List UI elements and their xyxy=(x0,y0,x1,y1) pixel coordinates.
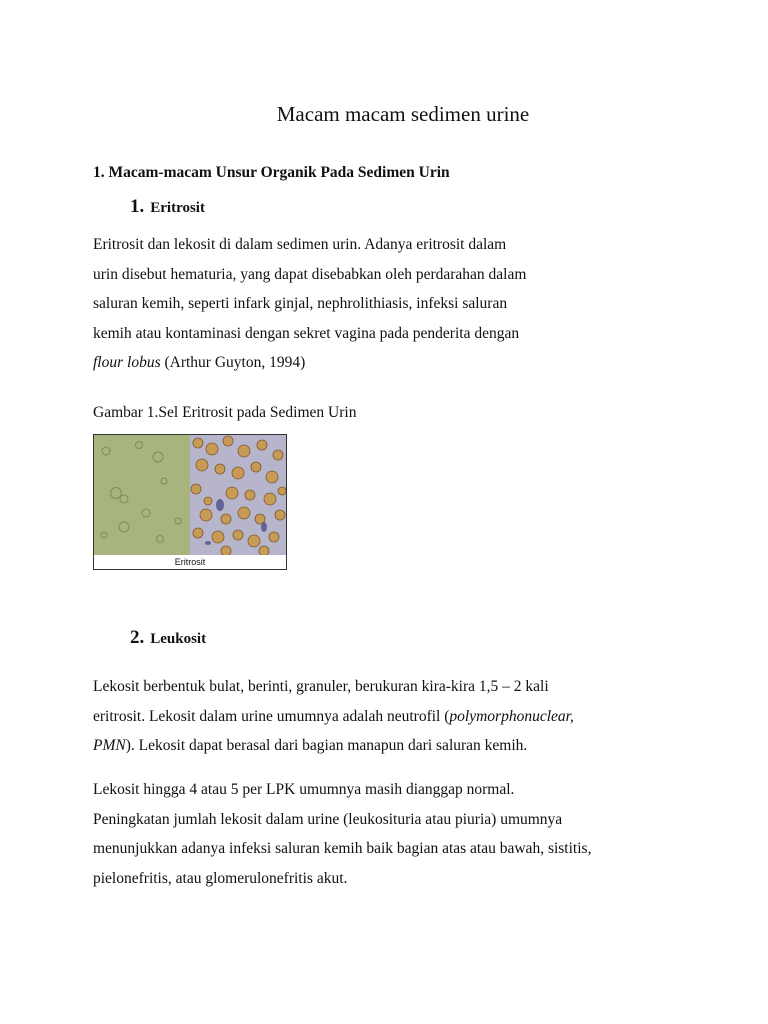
erythrocyte-cell xyxy=(275,510,285,520)
paragraph-line: menunjukkan adanya infeksi saluran kemih baik bagian atas atau bawah, sistitis, xyxy=(93,840,592,857)
italic-term: flour lobus xyxy=(93,354,161,371)
erythrocyte-cell xyxy=(248,535,260,547)
page-title: Macam macam sedimen urine xyxy=(276,102,530,127)
paragraph-line xyxy=(93,702,713,732)
erythrocyte-cell xyxy=(193,528,203,538)
paragraph-leukosit xyxy=(93,672,713,761)
erythrocyte-cell xyxy=(200,509,212,521)
paragraph-line: urin disebut hematuria, yang dapat disebabkan oleh perdarahan dalam xyxy=(93,265,527,283)
paragraph-line: saluran kemih, seperti infark ginjal, nephrolithiasis, infeksi saluran xyxy=(93,295,508,312)
erythrocyte-micrograph xyxy=(93,434,287,570)
paragraph-text: ). Lekosit dapat berasal dari bagian manapun dari saluran kemih. xyxy=(125,737,528,754)
erythrocyte-cell xyxy=(257,440,267,450)
paragraph-line: Lekosit berbentuk bulat, berinti, granuler, berukuran kira-kira 1,5 – 2 kali xyxy=(93,678,549,695)
erythrocyte-cell xyxy=(232,467,244,479)
erythrocyte-cell xyxy=(238,507,250,519)
figure-caption: Gambar 1.Sel Eritrosit pada Sedimen Urin xyxy=(93,404,357,421)
subheading-number: 1. xyxy=(130,196,145,217)
erythrocyte-cell xyxy=(266,471,278,483)
image-label: Eritrosit xyxy=(94,555,286,569)
paragraph-line xyxy=(93,731,713,761)
erythrocyte-cell xyxy=(226,487,238,499)
paragraph-leukosit-normal xyxy=(93,775,713,893)
erythrocyte-cell xyxy=(206,443,218,455)
paragraph-text: eritrosit. Lekosit dalam urine umumnya adalah neutrofil ( xyxy=(93,707,450,725)
erythrocyte-cell xyxy=(245,490,255,500)
paragraph-line: pielonefritis, atau glomerulonefritis akut. xyxy=(93,869,348,887)
italic-term: PMN xyxy=(93,737,126,754)
erythrocyte-cell xyxy=(193,438,203,448)
erythrocyte-cell xyxy=(269,532,279,542)
micrograph-left-panel xyxy=(94,435,190,555)
erythrocyte-cell xyxy=(191,484,201,494)
erythrocyte-cell xyxy=(221,514,231,524)
subheading-eritrosit xyxy=(130,196,205,218)
erythrocyte-cell xyxy=(196,459,208,471)
subheading-label: Leukosit xyxy=(150,631,207,647)
subheading-label: Eritrosit xyxy=(150,200,205,216)
subheading-number: 2. xyxy=(130,627,145,648)
citation-text: (Arthur Guyton, 1994) xyxy=(160,354,306,371)
italic-term: polymorphonuclear, xyxy=(449,707,574,725)
paragraph-line: Eritrosit dan lekosit di dalam sedimen urin. Adanya eritrosit dalam xyxy=(93,236,507,253)
paragraph-line: Peningkatan jumlah lekosit dalam urine (leukosituria atau piuria) umumnya xyxy=(93,810,563,828)
paragraph-eritrosit xyxy=(93,230,713,378)
erythrocyte-cell xyxy=(278,487,286,495)
paragraph-line: kemih atau kontaminasi dengan sekret vagina pada penderita dengan xyxy=(93,324,520,342)
paragraph-line xyxy=(93,348,713,378)
micrograph-image xyxy=(94,435,286,569)
erythrocyte-cell xyxy=(233,530,243,540)
erythrocyte-cell xyxy=(212,531,224,543)
erythrocyte-cell xyxy=(223,436,233,446)
paragraph-line: Lekosit hingga 4 atau 5 per LPK umumnya masih dianggap normal. xyxy=(93,781,515,798)
erythrocyte-cell xyxy=(264,493,276,505)
subheading-leukosit xyxy=(130,627,206,649)
erythrocyte-cell xyxy=(251,462,261,472)
erythrocyte-cell xyxy=(204,497,212,505)
erythrocyte-cell xyxy=(238,445,250,457)
section-heading: 1. Macam-macam Unsur Organik Pada Sedimen Urin xyxy=(93,164,450,181)
erythrocyte-cell xyxy=(215,464,225,474)
erythrocyte-cell xyxy=(273,450,283,460)
